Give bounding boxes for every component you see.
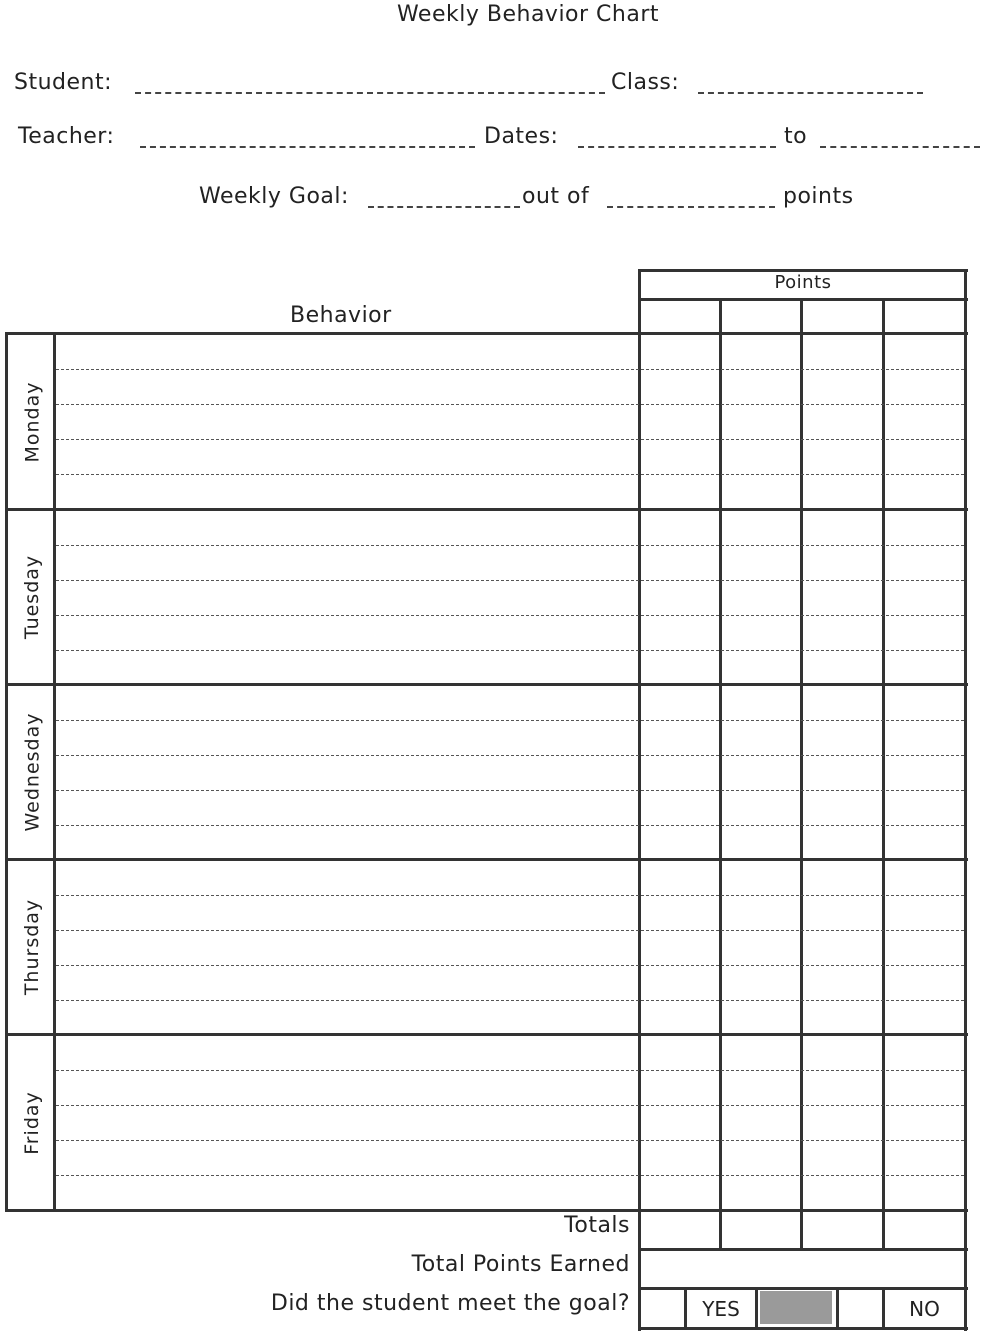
totals-label: Totals: [564, 1213, 630, 1238]
day-label-thursday: Thursday: [21, 898, 44, 996]
page-title: Weekly Behavior Chart: [396, 2, 660, 27]
behavior-row-line: [56, 1070, 964, 1071]
grid-bottom-border: [5, 1209, 968, 1212]
points-right-border: [964, 269, 967, 1331]
behavior-row-line: [56, 650, 964, 651]
behavior-row-line: [56, 1175, 964, 1176]
date-start-field[interactable]: [578, 146, 776, 148]
behavior-row-line: [56, 965, 964, 966]
point-col-divider-1: [719, 298, 722, 1250]
behavior-row-line: [56, 720, 964, 721]
out-of-label: out of: [522, 184, 590, 209]
totals-bottom-border: [638, 1248, 968, 1251]
day-label-tuesday: Tuesday: [21, 554, 43, 640]
weekly-goal-label: Weekly Goal:: [199, 184, 349, 209]
day-label-monday: Monday: [21, 380, 44, 463]
behavior-row-line: [56, 930, 964, 931]
weekly-goal-field[interactable]: [368, 206, 520, 208]
yes-option[interactable]: YES: [702, 1297, 740, 1321]
behavior-row-line: [56, 790, 964, 791]
day-separator: [5, 508, 968, 511]
points-left-border: [638, 269, 641, 1331]
grid-top-border: [5, 332, 968, 335]
dates-label: Dates:: [484, 124, 559, 149]
behavior-row-line: [56, 404, 964, 405]
points-header: Points: [774, 272, 832, 293]
behavior-row-line: [56, 1105, 964, 1106]
behavior-row-line: [56, 1000, 964, 1001]
behavior-header: Behavior: [290, 303, 392, 328]
teacher-field[interactable]: [140, 146, 475, 148]
class-field[interactable]: [698, 92, 923, 94]
behavior-row-line: [56, 580, 964, 581]
class-label: Class:: [611, 70, 680, 95]
yes-checkbox[interactable]: [641, 1290, 684, 1327]
behavior-row-line: [56, 369, 964, 370]
behavior-row-line: [56, 755, 964, 756]
shaded-cell: [760, 1291, 832, 1324]
total-points-label: Total Points Earned: [411, 1252, 630, 1277]
behavior-row-line: [56, 825, 964, 826]
behavior-row-line: [56, 895, 964, 896]
answer-divider: [755, 1287, 758, 1330]
no-checkbox[interactable]: [839, 1290, 882, 1327]
points-header-divider: [638, 298, 968, 301]
student-label: Student:: [14, 70, 113, 95]
day-separator: [5, 858, 968, 861]
date-end-field[interactable]: [820, 146, 980, 148]
total-points-bottom-border: [638, 1287, 968, 1290]
points-suffix-label: points: [783, 184, 854, 209]
behavior-row-line: [56, 615, 964, 616]
behavior-row-line: [56, 439, 964, 440]
student-field[interactable]: [135, 92, 605, 94]
point-col-divider-2: [800, 298, 803, 1250]
behavior-row-line: [56, 545, 964, 546]
answer-bottom-border: [638, 1327, 968, 1330]
points-header-top-border: [638, 269, 968, 272]
to-label: to: [784, 124, 808, 149]
day-label-friday: Friday: [21, 1090, 43, 1155]
behavior-row-line: [56, 474, 964, 475]
goal-question-label: Did the student meet the goal?: [270, 1291, 630, 1316]
day-separator: [5, 683, 968, 686]
behavior-row-line: [56, 1140, 964, 1141]
day-label-wednesday: Wednesday: [21, 712, 44, 832]
goal-total-field[interactable]: [607, 206, 775, 208]
day-separator: [5, 1033, 968, 1036]
teacher-label: Teacher:: [18, 124, 115, 149]
no-option[interactable]: NO: [909, 1297, 940, 1321]
point-col-divider-3: [882, 298, 885, 1250]
